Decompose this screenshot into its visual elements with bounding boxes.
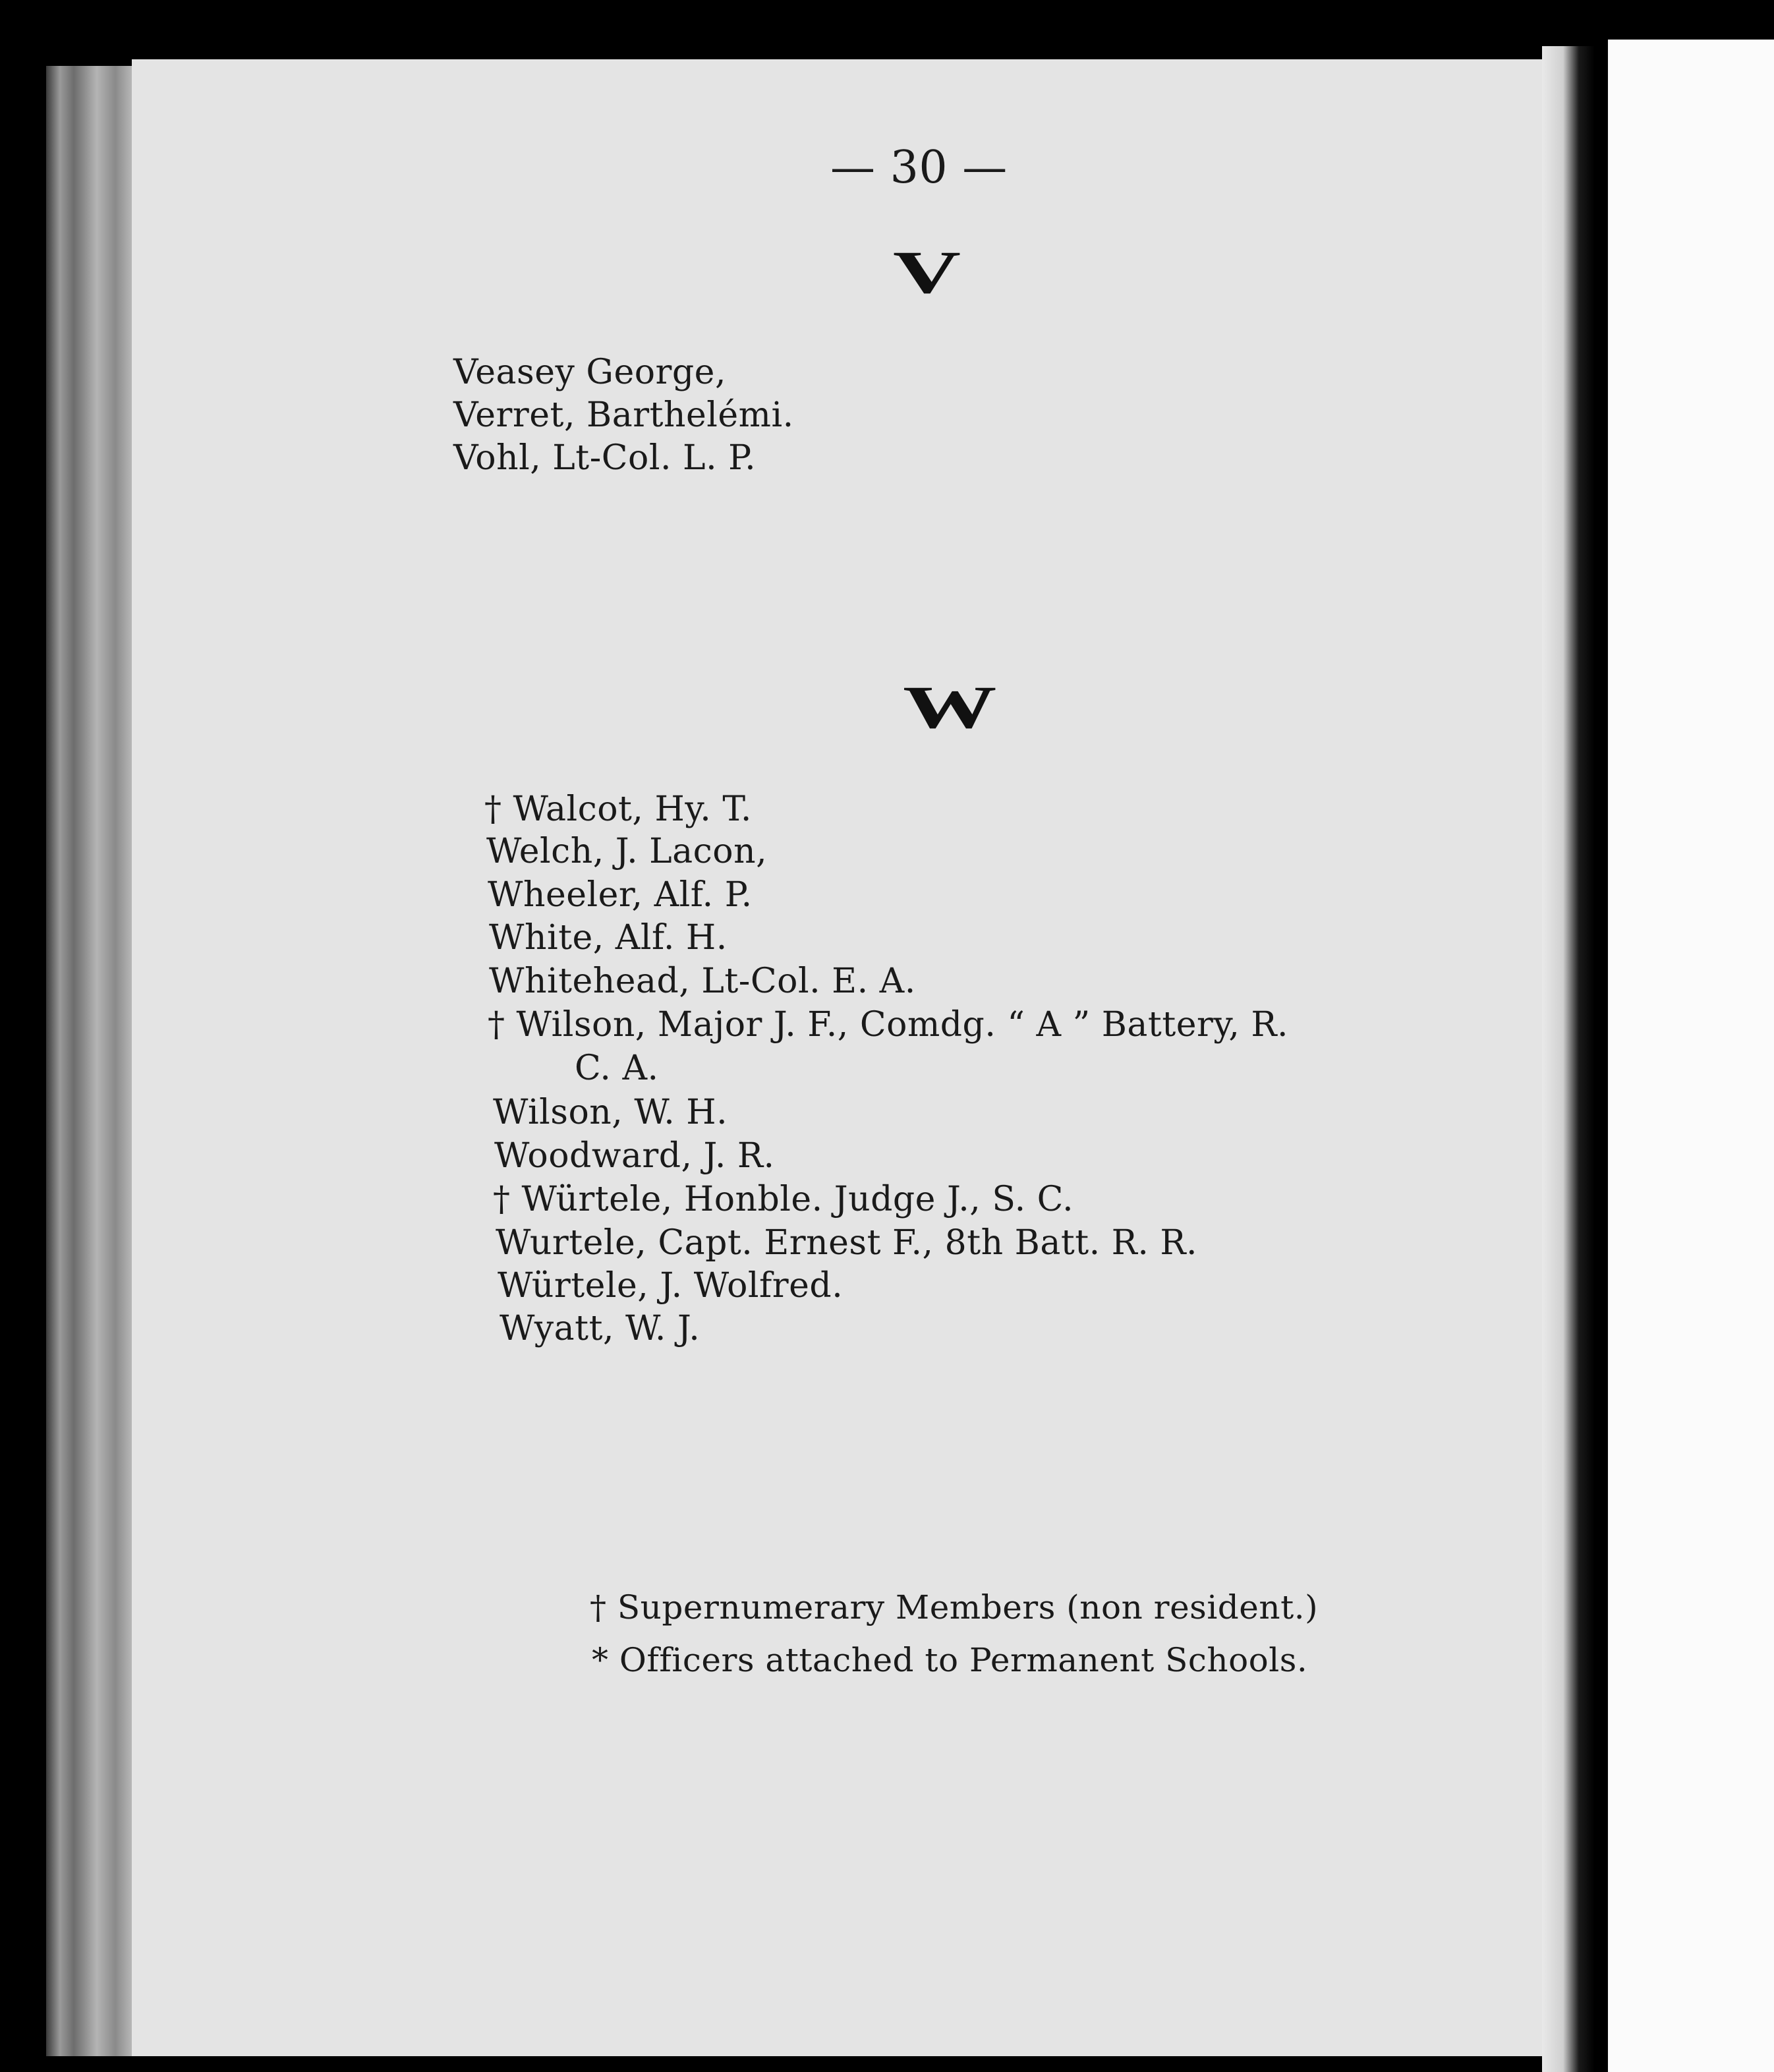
footnote-permanent-schools: * Officers attached to Permanent Schools. [592,1641,1308,1679]
facing-page [1608,40,1774,2072]
list-item: † Würtele, Honble. Judge J., S. C. [493,1180,1074,1219]
footnote-supernumerary: † Supernumerary Members (non resident.) [590,1588,1319,1626]
list-item: Wheeler, Alf. P. [488,875,753,915]
list-item: † Wilson, Major J. F., Comdg. “ A ” Battery, R. [488,1005,1289,1045]
list-item: C. A. [575,1049,659,1088]
list-item: † Walcot, Hy. T. [484,790,752,829]
list-item: Wilson, W. H. [493,1093,728,1132]
list-item: Würtele, J. Wolfred. [498,1266,844,1306]
list-item: Wurtele, Capt. Ernest F., 8th Batt. R. R. [496,1223,1198,1263]
list-item: Welch, J. Lacon, [486,832,768,871]
list-item: Veasey George, [453,353,726,392]
book-gutter [1542,46,1595,2072]
list-item: Woodward, J. R. [494,1136,775,1176]
list-item: Wyatt, W. J. [500,1309,701,1348]
section-heading-w: W [903,674,998,741]
list-item: White, Alf. H. [489,918,728,958]
book-edge [46,66,138,2056]
list-item: Whitehead, Lt-Col. E. A. [489,962,916,1001]
list-item: Verret, Barthelémi. [453,395,794,435]
page-number: — 30 — [830,142,1008,194]
list-item: Vohl, Lt-Col. L. P. [453,438,757,478]
section-heading-v: V [893,239,961,306]
page [132,59,1542,2056]
